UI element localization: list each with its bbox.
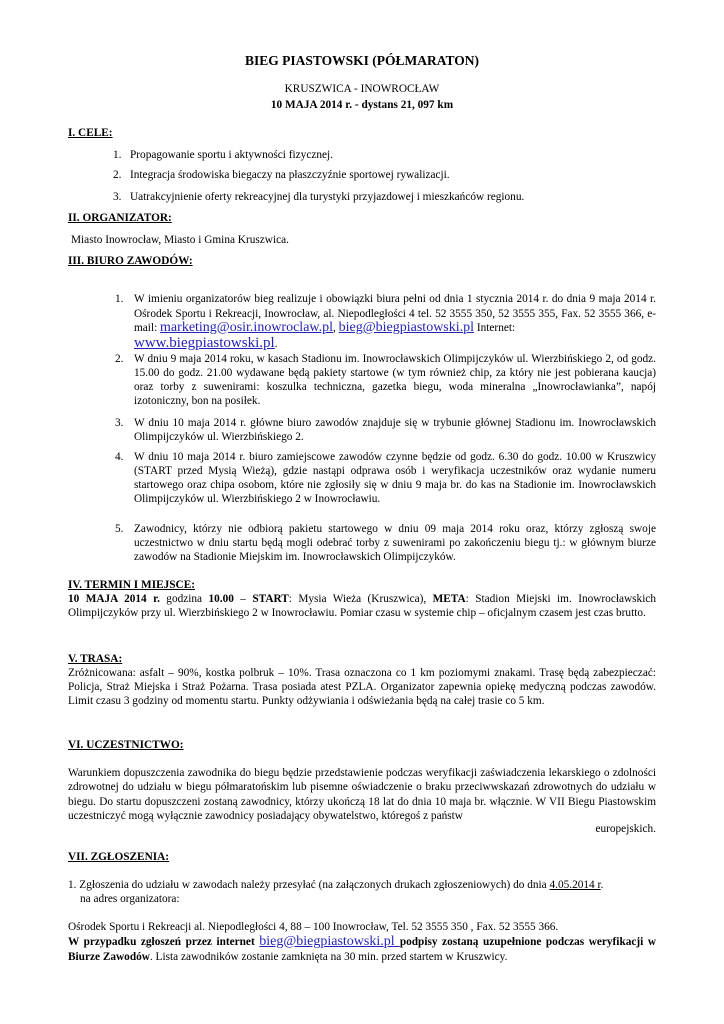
website-link[interactable]: www.biegpiastowski.pl xyxy=(134,334,275,351)
participation-text: Warunkiem dopuszczenia zawodnika do biegu będzie przedstawienie podczas weryfikacji zaświadczenia lekarskiego o zdolności zdrowotnej do udziału w biegu półmaratońskim lub pisemne oświadczenie o braku przeciwwskazań zdrowotnych do udziału w biegu. Do startu dopuszczeni zostaną zawodnicy, którzy ukończą 18 lat do dnia 10 maja br. włącznie. W VII Biegu Piastowskim uczestniczyć mogą wyłącznie zawodnicy posiadający obywatelstwo, któregoś z państw xyxy=(68,767,656,822)
list-item: W dniu 9 maja 2014 roku, w kasach Stadionu im. Inowrocławskich Olimpijczyków ul. Wierzbińskiego 2, od godz. 15.00 do godz. 21.00 wydawane będą pakiety startowe (w tym również chip, za który nie jest pobierana kaucja) oraz torby z suwenirami: koszulka techniczna, gazetka biegu, woda mineralna „Inowrocławianka”, napój izotoniczny, bon na posiłek. xyxy=(134,353,656,407)
participation-tail: europejskich. xyxy=(595,823,656,835)
section-heading-termin: IV. TERMIN I MIEJSCE: xyxy=(68,579,196,591)
list-item: Uatrakcyjnienie oferty rekreacyjnej dla turystyki przyjazdowej i mieszkańców regionu. xyxy=(130,191,525,203)
section-heading-biuro: III. BIURO ZAWODÓW: xyxy=(68,255,193,267)
registration-email-link[interactable]: bieg@biegpiastowski.pl xyxy=(259,934,400,949)
start-location: : Mysia Wieża (Kruszwica), xyxy=(288,593,433,605)
list-item: Zawodnicy, którzy nie odbiorą pakietu startowego w dniu 09 maja 2014 roku oraz, którzy zgłoszą swoje uczestnictwo w dniu startu będą mogli odebrać torby z suwenirami po zakończeniu biegu tj.: w głównym biurze zawodów na Stadionie Miejskim im. Inowrocławskich Olimpijczyków. xyxy=(134,523,656,563)
list-item: Integracja środowiska biegaczy na płaszczyźnie sportowej rywalizacji. xyxy=(130,169,450,181)
list-number: 1. xyxy=(115,293,124,305)
route-subtitle: KRUSZWICA - INOWROCŁAW xyxy=(284,83,440,95)
list-number: 4. xyxy=(115,451,124,463)
document-title: BIEG PIASTOWSKI (PÓŁMARATON) xyxy=(244,53,480,68)
sentence-end: . xyxy=(600,879,604,891)
list-number: 1. xyxy=(113,149,122,161)
section-heading-trasa: V. TRASA: xyxy=(68,653,123,665)
section-heading-organizator: II. ORGANIZATOR: xyxy=(68,212,172,224)
date-distance: 10 MAJA 2014 r. - dystans 21, 097 km xyxy=(270,99,454,111)
list-closing-note: . Lista zawodników zostanie zamknięta na 30 min. przed startem w Kruszwicy. xyxy=(149,951,508,963)
separator: , xyxy=(333,322,339,334)
section-heading-zgloszenia: VII. ZGŁOSZENIA: xyxy=(68,851,170,863)
section-heading-cele: I. CELE: xyxy=(68,127,113,139)
list-number: 3. xyxy=(113,191,122,203)
dash: – xyxy=(233,593,253,605)
list-number: 5. xyxy=(115,523,124,535)
route-text: Zróżnicowana: asfalt – 90%, kostka polbruk – 10%. Trasa oznaczona co 1 km poziomymi znakami. Trasę będą zabezpieczać: Policja, Straż Miejska i Straż Pożarna. Trasa posiada atest PZLA. Organizator zapewnia opiekę medyczną podczas zawodów. Limit czasu 3 godziny od momentu startu. Punkty odżywiania i odświeżania będą na całej trasie co 5 km. xyxy=(68,667,656,707)
start-time: 10.00 xyxy=(208,593,234,605)
registration-deadline: 4.05.2014 r xyxy=(549,879,601,891)
list-item xyxy=(134,292,656,351)
section-heading-uczestnictwo: VI. UCZESTNICTWO: xyxy=(68,739,184,751)
internet-registration xyxy=(68,934,656,965)
list-item: W dniu 10 maja 2014 r. główne biuro zawodów znajduje się w trybunie głównej Stadionu im. Inowrocławskich Olimpijczyków ul. Wierzbińskiego 2. xyxy=(134,417,656,443)
registration-text: 1. Zgłoszenia do udziału w zawodach należy przesyłać (na załączonych drukach zgłoszeniowych) do dnia xyxy=(68,879,550,891)
internet-registration-intro: W przypadku zgłoszeń przez internet xyxy=(68,936,260,948)
list-number: 2. xyxy=(115,353,124,365)
registration-address-label: na adres organizatora: xyxy=(80,893,180,905)
start-label: START xyxy=(252,593,289,605)
meta-location: : Stadion Miejski im. Inowrocławskich Olimpijczyków przy ul. Wierzbińskiego 2 w Inowrocławiu. Pomiar czasu w systemie chip – oficjalnym czasem jest czas brutto. xyxy=(68,593,656,619)
list-item: Propagowanie sportu i aktywności fizycznej. xyxy=(130,149,333,161)
meta-label: META xyxy=(432,593,466,605)
race-date: 10 MAJA 2014 r. xyxy=(68,593,160,605)
internet-registration-note: podpisy zostaną uzupełnione podczas weryfikacji w Biurze Zawodów xyxy=(68,936,656,963)
termin-text xyxy=(68,592,656,620)
email-link-marketing[interactable]: marketing@osir.inowroclaw.pl xyxy=(160,320,333,335)
list-number: 2. xyxy=(113,169,122,181)
list-number: 3. xyxy=(115,417,124,429)
registration-item xyxy=(68,878,668,892)
hour-label: godzina xyxy=(159,593,209,605)
internet-label: Internet: xyxy=(474,322,516,334)
email-link-bieg[interactable]: bieg@biegpiastowski.pl xyxy=(338,320,475,335)
organizer-address: Ośrodek Sportu i Rekreacji al. Niepodległości 4, 88 – 100 Inowrocław, Tel. 52 3555 350 , Fax. 52 3555 366. xyxy=(68,921,559,933)
organizer-text: Miasto Inowrocław, Miasto i Gmina Kruszwica. xyxy=(71,234,289,246)
list-item: W dniu 10 maja 2014 r. biuro zamiejscowe zawodów czynne będzie od godz. 6.30 do godz. 10.00 w Kruszwicy (START przed Mysią Wieżą), gdzie nastąpi odprawa osób i weryfikacja uczestników oraz wydanie numeru startowego oraz chipa osobom, które nie zgłosiły się w dniu 9 maja br. do kas na Stadionie im. Inowrocławskich Olimpijczyków ul. Wierzbińskiego 2 w Inowrocławiu. xyxy=(134,451,656,505)
sentence-end: . xyxy=(274,337,278,350)
office-info-text: W imieniu organizatorów bieg realizuje i obowiązki biura pełni od dnia 1 stycznia 2014 r. do dnia 9 maja 2014 r. Ośrodek Sportu i Rekreacji, Inowrocław, al. Niepodległości 4 tel. 52 3555 350, 52 3555 355, Fax. 52 3555 366, e-mail: xyxy=(134,293,656,334)
